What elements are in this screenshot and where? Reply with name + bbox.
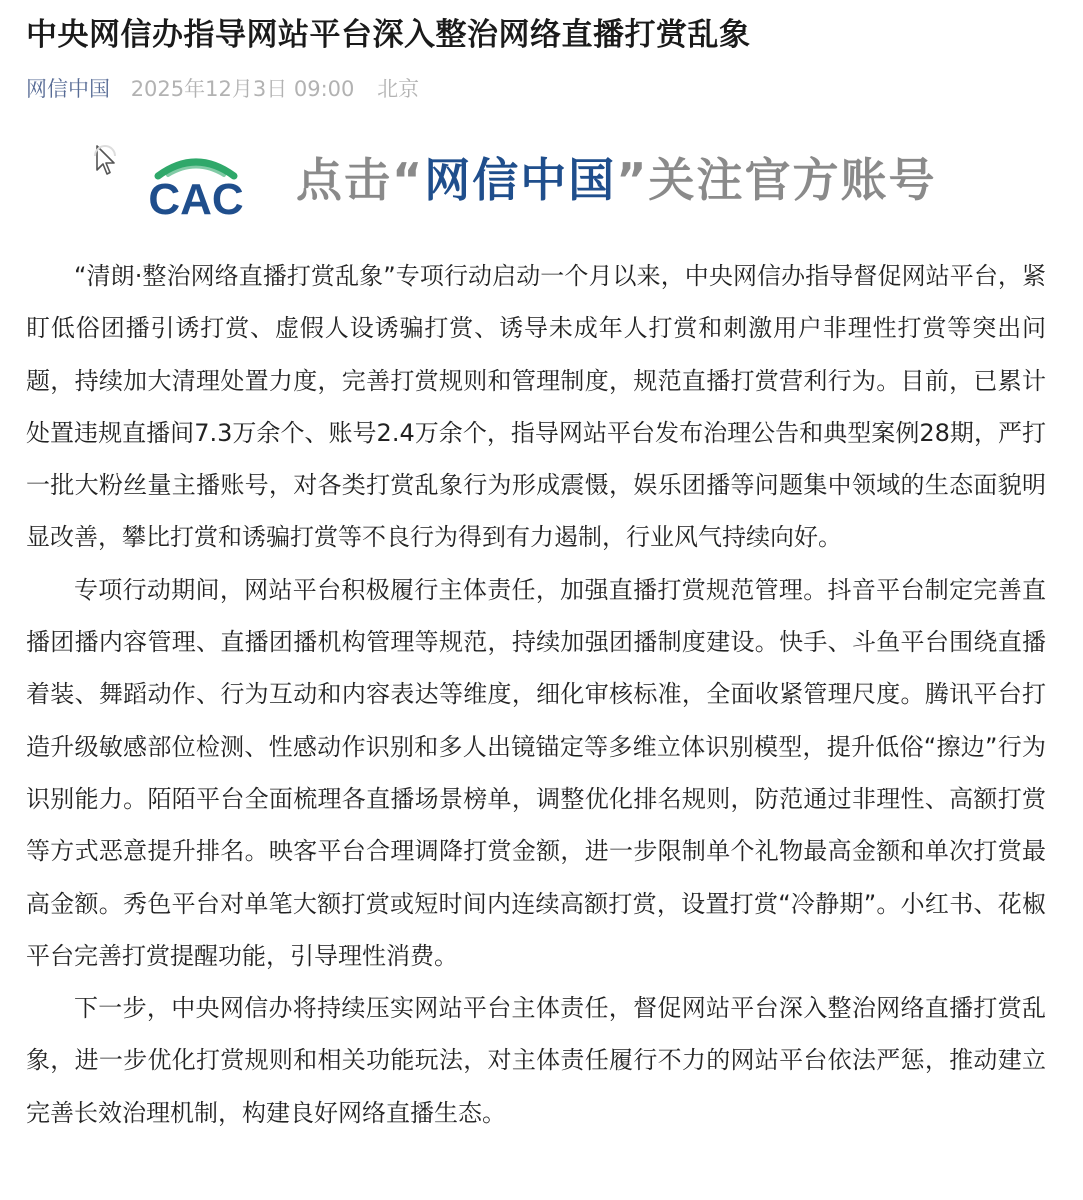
article-body: [26, 250, 1046, 1139]
cursor-pointer-icon: [94, 144, 116, 178]
slogan-suffix: ”关注官方账号: [616, 153, 937, 207]
article: [26, 0, 1046, 1139]
article-meta: [26, 74, 1046, 104]
publish-location: 北京: [377, 77, 420, 101]
slogan-prefix: 点击“: [296, 153, 425, 207]
logo-text: CAC: [148, 175, 244, 218]
paragraph: “清朗·整治网络直播打赏乱象”专项行动启动一个月以来，中央网信办指导督促网站平台，紧盯低俗团播引诱打赏、虚假人设诱骗打赏、诱导未成年人打赏和刺激用户非理性打赏等突出问题，持续加大清理处置力度，完善打赏规则和管理制度，规范直播打赏营利行为。目前，已累计处置违规直播间7.3万余个、账号2.4万余个，指导网站平台发布治理公告和典型案例28期，严打一批大粉丝量主播账号，对各类打赏乱象行为形成震慑，娱乐团播等问题集中领域的生态面貌明显改善，攀比打赏和诱骗打赏等不良行为得到有力遏制，行业风气持续向好。: [26, 262, 1046, 552]
cac-logo: [130, 154, 262, 218]
source-account-link[interactable]: 网信中国: [26, 77, 110, 101]
publish-date: 2025年12月3日 09:00: [130, 77, 355, 101]
slogan-highlight: 网信中国: [424, 153, 617, 207]
follow-slogan: [296, 148, 936, 212]
article-title: 中央网信办指导网站平台深入整治网络直播打赏乱象: [26, 17, 751, 53]
follow-banner[interactable]: [26, 142, 1046, 224]
paragraph: 专项行动期间，网站平台积极履行主体责任，加强直播打赏规范管理。抖音平台制定完善直播团播内容管理、直播团播机构管理等规范，持续加强团播制度建设。快手、斗鱼平台围绕直播着装、舞蹈动作、行为互动和内容表达等维度，细化审核标准，全面收紧管理尺度。腾讯平台打造升级敏感部位检测、性感动作识别和多人出镜锚定等多维立体识别模型，提升低俗“擦边”行为识别能力。陌陌平台全面梳理各直播场景榜单，调整优化排名规则，防范通过非理性、高额打赏等方式恶意提升排名。映客平台合理调降打赏金额，进一步限制单个礼物最高金额和单次打赏最高金额。秀色平台对单笔大额打赏或短时间内连续高额打赏，设置打赏“冷静期”。小红书、花椒平台完善打赏提醒功能，引导理性消费。: [26, 575, 1046, 970]
paragraph: 下一步，中央网信办将持续压实网站平台主体责任，督促网站平台深入整治网络直播打赏乱象，进一步优化打赏规则和相关功能玩法，对主体责任履行不力的网站平台依法严惩，推动建立完善长效治理机制，构建良好网络直播生态。: [26, 994, 1046, 1127]
